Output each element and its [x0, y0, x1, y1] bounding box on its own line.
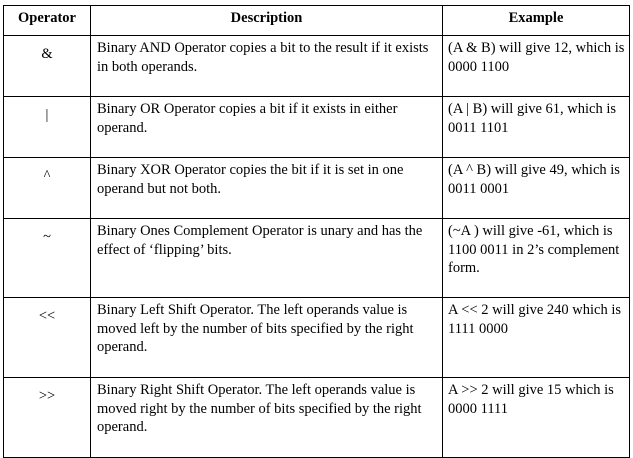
example-cell: (A | B) will give 61, which is 0011 1101: [443, 97, 630, 158]
operator-cell: >>: [4, 378, 91, 458]
header-description: Description: [91, 6, 443, 36]
operator-cell: ^: [4, 158, 91, 219]
header-row: [4, 6, 630, 36]
operator-cell: <<: [4, 298, 91, 378]
operator-cell: &: [4, 36, 91, 97]
header-example: Example: [443, 6, 630, 36]
example-cell: (A ^ B) will give 49, which is 0011 0001: [443, 158, 630, 219]
table-row: [4, 97, 630, 158]
table-row: [4, 36, 630, 97]
header-operator: Operator: [4, 6, 91, 36]
operator-cell: |: [4, 97, 91, 158]
table-row: [4, 158, 630, 219]
description-cell: Binary AND Operator copies a bit to the result if it exists in both operands.: [91, 36, 443, 97]
description-cell: Binary Left Shift Operator. The left operands value is moved left by the number of bits specified by the right operand.: [91, 298, 443, 378]
operator-cell: ~: [4, 219, 91, 298]
table-row: [4, 219, 630, 298]
description-cell: Binary OR Operator copies a bit if it exists in either operand.: [91, 97, 443, 158]
example-cell: A >> 2 will give 15 which is 0000 1111: [443, 378, 630, 458]
bitwise-operators-table: [3, 5, 630, 458]
table-row: [4, 378, 630, 458]
example-cell: (A & B) will give 12, which is 0000 1100: [443, 36, 630, 97]
description-cell: Binary Ones Complement Operator is unary and has the effect of ‘flipping’ bits.: [91, 219, 443, 298]
table-row: [4, 298, 630, 378]
example-cell: A << 2 will give 240 which is 1111 0000: [443, 298, 630, 378]
example-cell: (~A ) will give -61, which is 1100 0011 in 2’s complement form.: [443, 219, 630, 298]
description-cell: Binary Right Shift Operator. The left operands value is moved right by the number of bits specified by the right operand.: [91, 378, 443, 458]
description-cell: Binary XOR Operator copies the bit if it is set in one operand but not both.: [91, 158, 443, 219]
